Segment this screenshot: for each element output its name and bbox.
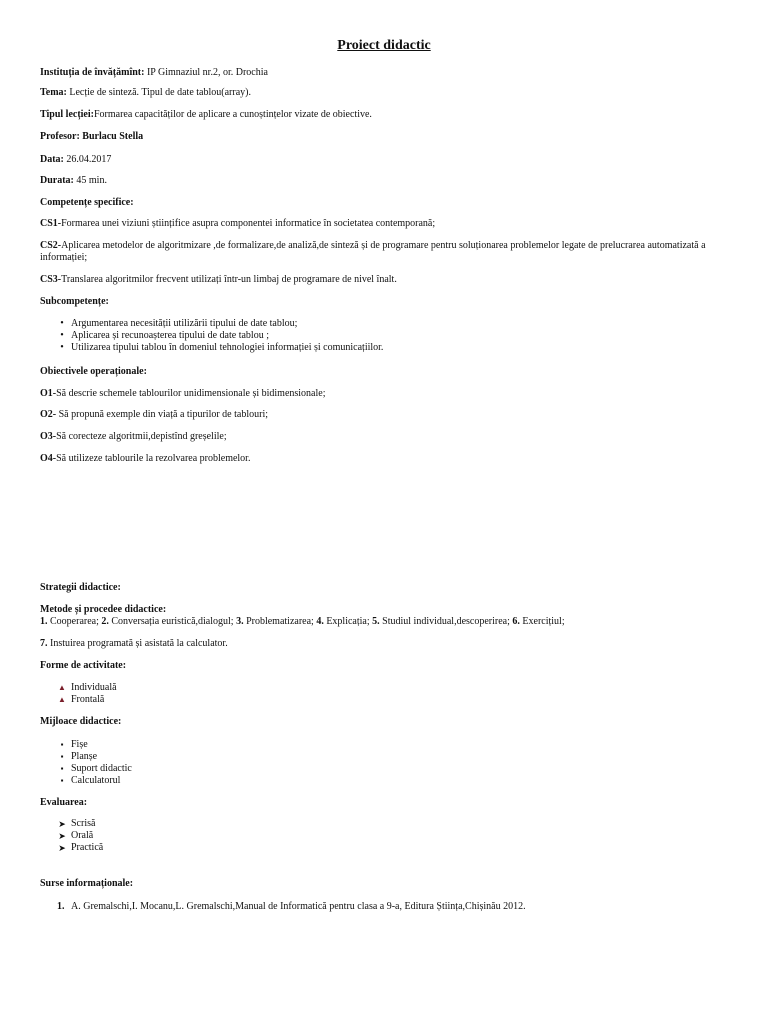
- competenta-code: CS3-: [40, 274, 62, 285]
- list-item: [40, 694, 117, 706]
- mijloace-list: [40, 739, 132, 787]
- metoda-text: Explicația;: [323, 616, 373, 627]
- list-item: [40, 818, 103, 830]
- arrow-bullet-icon: ➤: [58, 819, 66, 829]
- institutia-line: [40, 67, 720, 79]
- competenta-code: CS2-: [40, 240, 62, 251]
- data-label: Data:: [40, 154, 64, 165]
- list-item: [40, 775, 132, 787]
- list-item: [40, 342, 383, 354]
- obiectiv-item: [40, 431, 720, 443]
- list-item-text: Orală: [71, 830, 94, 841]
- list-item-text: Aplicarea și recunoașterea tipului de date tablou ;: [71, 330, 269, 341]
- forme-list: [40, 682, 117, 706]
- obiectiv-item: [40, 409, 720, 421]
- evaluarea-heading: Evaluarea:: [40, 797, 88, 808]
- subcompetente-heading: Subcompetențe:: [40, 296, 109, 307]
- metoda-text: Problematizarea;: [243, 616, 317, 627]
- mijloace-heading: Mijloace didactice:: [40, 716, 122, 727]
- obiectiv-item: [40, 388, 720, 400]
- list-item-text: Fișe: [71, 739, 88, 750]
- obiectiv-code: O2-: [40, 409, 57, 420]
- surse-list: [40, 901, 720, 913]
- metoda-text: Cooperarea;: [47, 616, 102, 627]
- source-text: A. Gremalschi,I. Mocanu,L. Gremalschi,Manual de Informatică pentru clasa a 9-a, Editura Știința,Chișinău 2012.: [71, 901, 526, 912]
- metoda-number: 7.: [40, 638, 48, 649]
- list-item: [40, 682, 117, 694]
- list-item-text: Suport didactic: [71, 763, 132, 774]
- tipul-label: Tipul lecției:: [40, 109, 94, 120]
- profesor-line: [40, 131, 720, 143]
- tema-label: Tema:: [40, 87, 67, 98]
- metode-line: [40, 616, 720, 628]
- list-item: [40, 763, 132, 775]
- strategii-heading: Strategii didactice:: [40, 582, 121, 593]
- institutia-label: Instituția de învățămînt:: [40, 67, 145, 78]
- bullet-icon: •: [60, 318, 64, 329]
- competenta-text: Aplicarea metodelor de algoritmizare ,de formalizare,de analiză,de sinteză și de programare pentru soluționarea problemelor legate de prelucrarea automatizată a informației;: [40, 240, 706, 263]
- list-item-text: Scrisă: [71, 818, 96, 829]
- tipul-value: Formarea capacităților de aplicare a cunoștințelor vizate de obiective.: [93, 109, 372, 120]
- obiectiv-item: [40, 453, 720, 465]
- page-title: Proiect didactic: [337, 38, 431, 53]
- obiectiv-text: Să propună exemple din viață a tipurilor de tablouri;: [56, 409, 268, 420]
- arrow-bullet-icon: ➤: [58, 831, 66, 841]
- list-item-text: Planșe: [71, 751, 98, 762]
- data-value: 26.04.2017: [63, 154, 112, 165]
- obiectiv-code: O4-: [40, 453, 57, 464]
- competente-heading: Competențe specifice:: [40, 197, 134, 208]
- durata-value: 45 min.: [73, 175, 107, 186]
- tema-value: Lecție de sinteză. Tipul de date tablou(array).: [66, 87, 251, 98]
- competenta-item: [40, 274, 720, 286]
- durata-line: [40, 175, 720, 187]
- metoda-number: 4.: [316, 616, 324, 627]
- profesor-label: Profesor: Burlacu Stella: [40, 131, 144, 142]
- evaluarea-list: [40, 818, 103, 854]
- arrow-bullet-icon: ➤: [58, 843, 66, 853]
- obiectiv-code: O3-: [40, 431, 57, 442]
- competenta-code: CS1-: [40, 218, 62, 229]
- square-bullet-icon: ▪: [60, 776, 64, 785]
- source-number: 1.: [57, 901, 65, 912]
- subcompetente-list: [40, 318, 383, 354]
- list-item-text: Argumentarea necesității utilizării tipului de date tablou;: [71, 318, 298, 329]
- triangle-bullet-icon: ▲: [58, 695, 66, 704]
- list-item: [40, 842, 103, 854]
- institutia-value: IP Gimnaziul nr.2, or. Drochia: [144, 67, 268, 78]
- forme-heading: Forme de activitate:: [40, 660, 127, 671]
- metoda-number: 6.: [512, 616, 520, 627]
- competenta-item: [40, 240, 720, 264]
- obiectiv-text: Să corecteze algoritmii,depistînd greșelile;: [56, 431, 227, 442]
- bullet-icon: •: [60, 330, 64, 341]
- durata-label: Durata:: [40, 175, 74, 186]
- metoda-number: 5.: [372, 616, 380, 627]
- triangle-bullet-icon: ▲: [58, 683, 66, 692]
- obiectiv-code: O1-: [40, 388, 57, 399]
- obiectiv-text: Să utilizeze tablourile la rezolvarea problemelor.: [56, 453, 251, 464]
- list-item: [40, 739, 132, 751]
- data-line: [40, 154, 720, 166]
- surse-heading: Surse informaționale:: [40, 878, 134, 889]
- bullet-icon: •: [60, 342, 64, 353]
- metode-heading: Metode și procedee didactice:: [40, 604, 167, 615]
- metoda-text: Exercițiul;: [519, 616, 565, 627]
- obiective-heading: Obiectivele operaționale:: [40, 366, 147, 377]
- list-item-text: Practică: [71, 842, 104, 853]
- list-item: [40, 830, 103, 842]
- list-item-text: Utilizarea tipului tablou în domeniul tehnologiei informației și comunicațiilor.: [71, 342, 384, 353]
- metoda-text: Instuirea programată și asistată la calculator.: [47, 638, 228, 649]
- list-item: [40, 330, 383, 342]
- competenta-text: Translarea algoritmilor frecvent utilizați într-un limbaj de programare de nivel înalt.: [61, 274, 397, 285]
- list-item-text: Calculatorul: [71, 775, 121, 786]
- square-bullet-icon: ▪: [60, 764, 64, 773]
- square-bullet-icon: ▪: [60, 740, 64, 749]
- metoda-number: 3.: [236, 616, 244, 627]
- list-item: [40, 751, 132, 763]
- metoda-number: 1.: [40, 616, 48, 627]
- list-item: [40, 901, 720, 913]
- list-item-text: Individuală: [71, 682, 117, 693]
- list-item: [40, 318, 383, 330]
- tema-line: [40, 87, 720, 99]
- obiectiv-text: Să descrie schemele tablourilor unidimensionale și bidimensionale;: [56, 388, 326, 399]
- competenta-item: [40, 218, 720, 230]
- metoda-text: Conversația euristică,dialogul;: [108, 616, 237, 627]
- list-item-text: Frontală: [71, 694, 105, 705]
- square-bullet-icon: ▪: [60, 752, 64, 761]
- metoda-number: 2.: [101, 616, 109, 627]
- metoda-text: Studiul individual,descoperirea;: [379, 616, 513, 627]
- competenta-text: Formarea unei viziuni științifice asupra componentei informatice în societatea contemporană;: [61, 218, 436, 229]
- tipul-line: [40, 109, 720, 121]
- metoda-7-line: [40, 638, 720, 650]
